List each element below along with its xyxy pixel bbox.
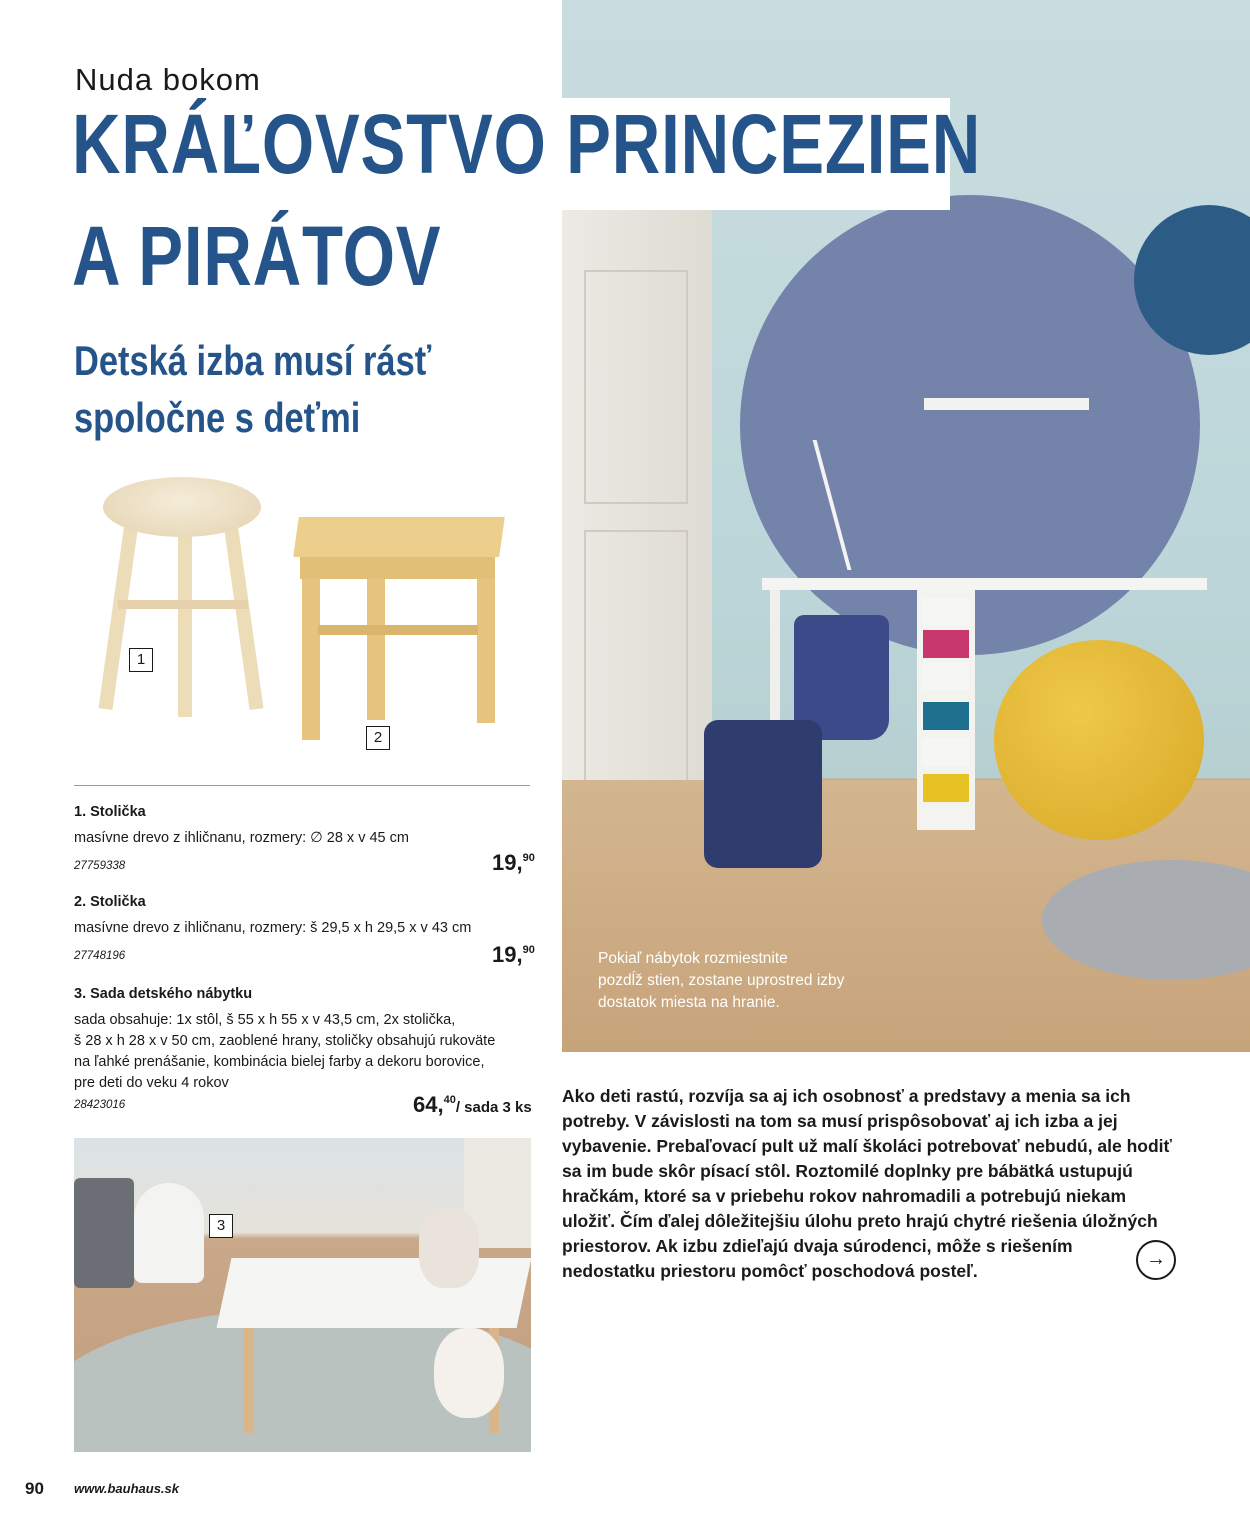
description-line: na ľahké prenášanie, kombinácia bielej farby a dekoru borovice, (74, 1054, 485, 1070)
price-cents: 90 (522, 944, 535, 956)
image-tag-1: 1 (129, 648, 153, 672)
description-line: š 28 x h 28 x v 50 cm, zaoblené hrany, stoličky obsahujú rukoväte (74, 1033, 496, 1049)
body-line: uložiť. Čím ďalej dôležitejšiu úlohu preto hrajú chytré riešenia úložných (562, 1211, 1158, 1231)
description-line: masívne drevo z ihličnanu, rozmery: š 29,5 x h 29,5 x v 43 cm (74, 920, 472, 936)
price-unit: / sada 3 ks (455, 1099, 532, 1116)
product-3-price (413, 1092, 532, 1118)
body-line: priestorov. Ak izbu zdieľajú dvaja súrodenci, môže s riešením (562, 1236, 1073, 1256)
price-main: 19, (492, 942, 523, 967)
caption-line: dostatok miesta na hranie. (598, 994, 780, 1011)
description-line: sada obsahuje: 1x stôl, š 55 x h 55 x v 43,5 cm, 2x stolička, (74, 1012, 456, 1028)
product-3-code: 28423016 (74, 1099, 126, 1111)
price-cents: 40 (443, 1094, 456, 1106)
overline: Nuda bokom (75, 62, 261, 97)
subtitle (74, 332, 431, 446)
arrow-right-icon[interactable]: → (1136, 1240, 1176, 1280)
caption-line: Pokiaľ nábytok rozmiestnite (598, 950, 788, 967)
product-2-title: 2. Stolička (74, 894, 146, 910)
photo-caption (598, 948, 844, 1014)
body-line: sa im bude skôr písací stôl. Roztomilé doplnky pre bábätká ustupujú (562, 1161, 1133, 1181)
page-title-line-1: KRÁĽOVSTVO PRINCEZIEN (72, 97, 982, 191)
product-2-price (492, 942, 535, 968)
product-3-description (74, 1010, 495, 1094)
image-tag-3: 3 (209, 1214, 233, 1238)
furniture-set-photo (74, 1138, 531, 1452)
subtitle-line-2: spoločne s deťmi (74, 394, 361, 441)
body-line: potreby. V závislosti na tom sa musí prispôsobovať aj ich izba a jej (562, 1111, 1118, 1131)
description-line: masívne drevo z ihličnanu, rozmery: ∅ 28 x v 45 cm (74, 830, 409, 846)
page-title-line-2: A PIRÁTOV (72, 209, 442, 303)
image-tag-2: 2 (366, 726, 390, 750)
product-1-code: 27759338 (74, 860, 126, 872)
caption-line: pozdĺž stien, zostane uprostred izby (598, 972, 845, 989)
price-cents: 90 (522, 852, 535, 864)
product-2-code: 27748196 (74, 950, 126, 962)
body-line: Ako deti rastú, rozvíja sa aj ich osobnosť a predstavy a menia sa ich (562, 1086, 1131, 1106)
product-1-description (74, 828, 409, 849)
divider (74, 785, 530, 786)
description-line: pre deti do veku 4 rokov (74, 1075, 229, 1091)
page-number: 90 (25, 1479, 44, 1498)
website-link[interactable]: www.bauhaus.sk (74, 1481, 179, 1496)
body-line: hračkám, ktoré sa v priebehu rokov nahromadili a potrebujú niekam (562, 1186, 1127, 1206)
subtitle-line-1: Detská izba musí rásť (74, 337, 432, 384)
product-3-title: 3. Sada detského nábytku (74, 986, 253, 1002)
product-2-description (74, 918, 471, 939)
body-line: nedostatku priestoru pomôcť poschodová posteľ. (562, 1261, 978, 1281)
price-main: 64, (413, 1092, 444, 1117)
body-line: vybavenie. Prebaľovací pult už malí školáci potrebovať nebudú, ale hodiť (562, 1136, 1172, 1156)
price-main: 19, (492, 850, 523, 875)
product-1-title: 1. Stolička (74, 804, 146, 820)
article-body (562, 1084, 1172, 1284)
product-1-price (492, 850, 535, 876)
